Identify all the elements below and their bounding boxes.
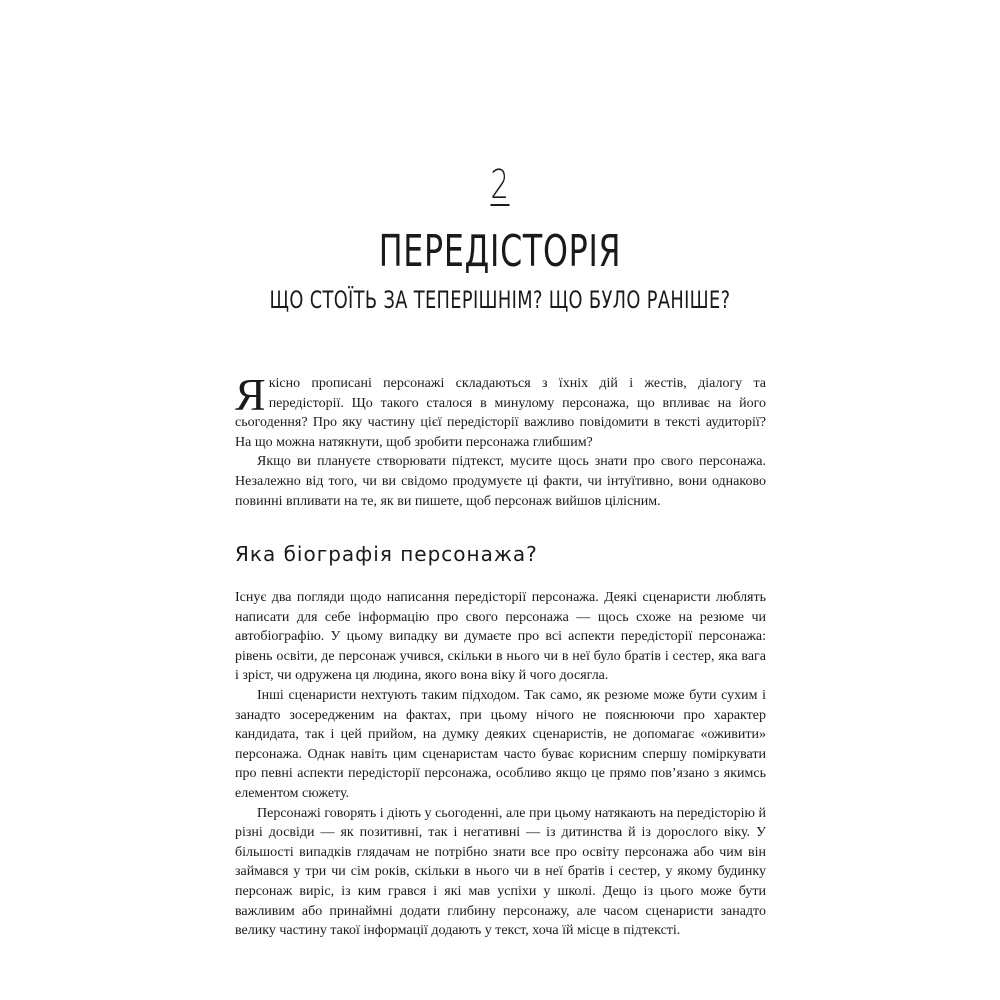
intro-paragraph-1 — [235, 369, 766, 452]
chapter-subtitle: ЩО СТОЇТЬ ЗА ТЕПЕРІШНІМ? ЩО БУЛО РАНІШЕ? — [269, 286, 731, 314]
intro-paragraph-2: Якщо ви плануєте створювати підтекст, мусите щось знати про свого персонажа. Незалежно від того, чи ви свідомо продумуєте ці факти, чи інтуїтивно, вони однаково повинні впливати на те, як ви пишете, щоб персонаж вийшов цілісним. — [235, 454, 766, 509]
drop-cap: Я — [235, 369, 266, 420]
section-heading: Яка біографія персонажа? — [235, 542, 538, 566]
section-paragraph-2: Інші сценаристи нехтують таким підходом. Так само, як резюме може бути сухим і занадто зосередженим на фактах, при цьому нічого не пояснюючи про характер кандидата, так і цей прийом, на думку деяких сценаристів, не допомагає «оживити» персонажа. Однак навіть цим сценаристам часто буває корисним спершу поміркувати про певні аспекти передісторії персонажа, особливо якщо це прямо пов’язано з якимсь елементом сюжету. — [235, 687, 766, 801]
chapter-title: ПЕРЕДІСТОРІЯ — [378, 226, 622, 277]
section-text — [235, 588, 766, 941]
chapter-number — [140, 162, 860, 208]
chapter-number-text: 2 — [490, 162, 510, 208]
section-paragraph-3: Персонажі говорять і діють у сьогоденні, але при цьому натякають на передісторію й різні досвіди — як позитивні, так і негативні — із дитинства й із дорослого віку. У більшості випадків глядачам не потрібно знати все про освіту персонажа або чим він займався у три чи сім років, скільки в нього чи в неї братів і сестер, у якому будинку персонаж виріс, із ким грався і які мав успіхи у школі. Дещо із цього може бути важливим або принаймні додати глибину персонажу, але часом сценаристи занадто велику частину такої інформації додають у текст, хоча їй місце в підтексті. — [235, 805, 766, 939]
intro-paragraph-1-text: кісно прописані персонажі складаються з їхніх дій і жестів, діалогу та передісторії. Що такого сталося в минулому персонажа, що впливає на його сьогодення? Про яку частину цієї передісторії важливо повідомити в тексті аудиторії? На що можна натякнути, щоб зробити персонажа глибшим? — [235, 376, 766, 450]
section-paragraph-1: Існує два погляди щодо написання передісторії персонажа. Деякі сценаристи люблять написати для себе інформацію про свого персонажа — щось схоже на резюме чи автобіографію. У цьому випадку ви думаєте про всі аспекти передісторії персонажа: рівень освіти, де персонаж учився, скільки в нього чи в неї було братів і сестер, яка вага і зріст, чи одружена ця людина, якого вона віку й чого досягла. — [235, 590, 766, 684]
intro-text — [235, 369, 766, 511]
